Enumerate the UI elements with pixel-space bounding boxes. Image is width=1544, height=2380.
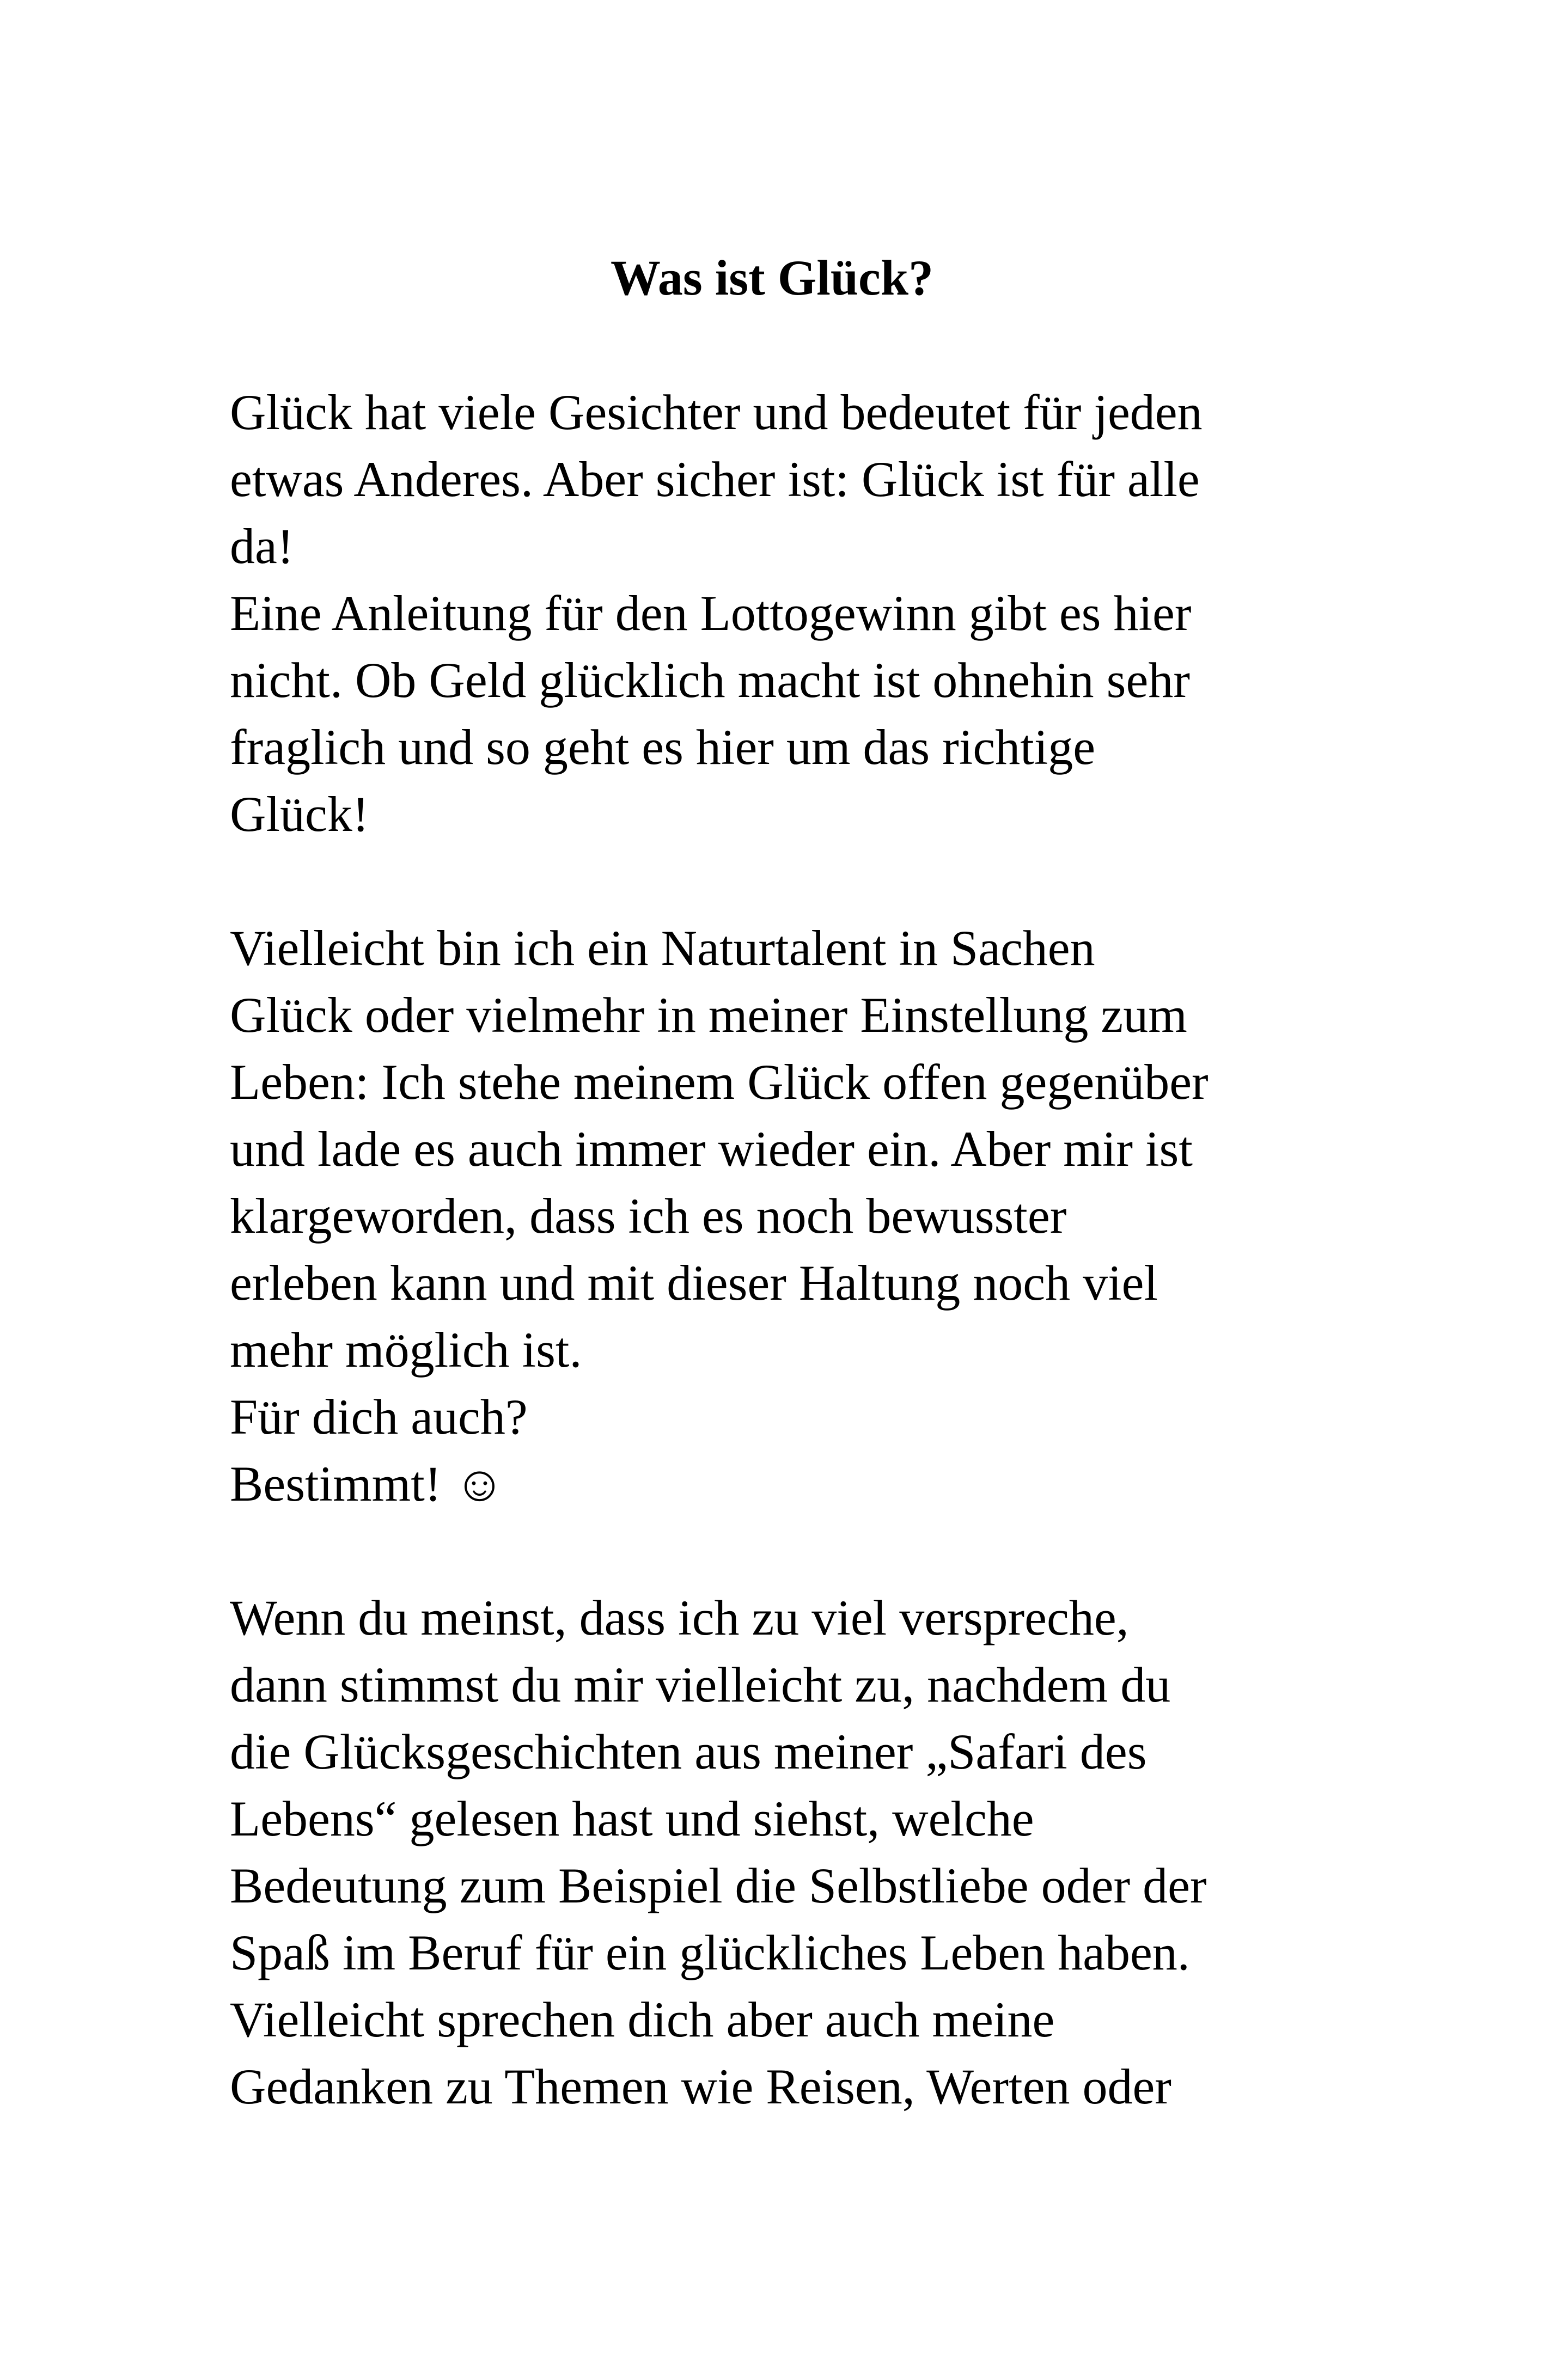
body-text	[230, 379, 1319, 2120]
page-title: Was ist Glück?	[610, 250, 933, 305]
text-line: Wenn du meinst, dass ich zu viel verspreche,	[230, 1590, 1129, 1645]
paragraph-break	[230, 1518, 1319, 1584]
text-line: Für dich auch?	[230, 1389, 528, 1445]
text-line: nicht. Ob Geld glücklich macht ist ohnehin sehr	[230, 652, 1190, 708]
text-line: klargeworden, dass ich es noch bewusster	[230, 1188, 1067, 1244]
text-line: etwas Anderes. Aber sicher ist: Glück ist für alle	[230, 451, 1200, 507]
text-line: Eine Anleitung für den Lottogewinn gibt es hier	[230, 585, 1192, 641]
text-line: Vielleicht sprechen dich aber auch meine	[230, 1992, 1055, 2047]
text-line: Lebens“ gelesen hast und siehst, welche	[230, 1791, 1034, 1846]
text-line: Vielleicht bin ich ein Naturtalent in Sachen	[230, 920, 1095, 976]
text-line: Gedanken zu Themen wie Reisen, Werten oder	[230, 2059, 1171, 2114]
text-line: mehr möglich ist.	[230, 1322, 582, 1378]
paragraph-break	[230, 848, 1319, 915]
text-line: da!	[230, 518, 294, 574]
text-line: erleben kann und mit dieser Haltung noch viel	[230, 1255, 1158, 1311]
text-line: dann stimmst du mir vielleicht zu, nachdem du	[230, 1657, 1171, 1712]
text-line: die Glücksgeschichten aus meiner „Safari des	[230, 1724, 1147, 1779]
text-line: Leben: Ich stehe meinem Glück offen gegenüber	[230, 1054, 1209, 1110]
text-line: Glück hat viele Gesichter und bedeutet für jeden	[230, 384, 1203, 440]
text-line: Bedeutung zum Beispiel die Selbstliebe oder der	[230, 1858, 1207, 1913]
text-line: fraglich und so geht es hier um das richtige	[230, 719, 1096, 775]
text-line: Glück!	[230, 786, 369, 842]
text-line: Spaß im Beruf für ein glückliches Leben haben.	[230, 1925, 1190, 1980]
text-line: Glück oder vielmehr in meiner Einstellung zum	[230, 987, 1187, 1043]
text-line: Bestimmt! ☺	[230, 1456, 505, 1512]
text-line: und lade es auch immer wieder ein. Aber mir ist	[230, 1121, 1193, 1177]
